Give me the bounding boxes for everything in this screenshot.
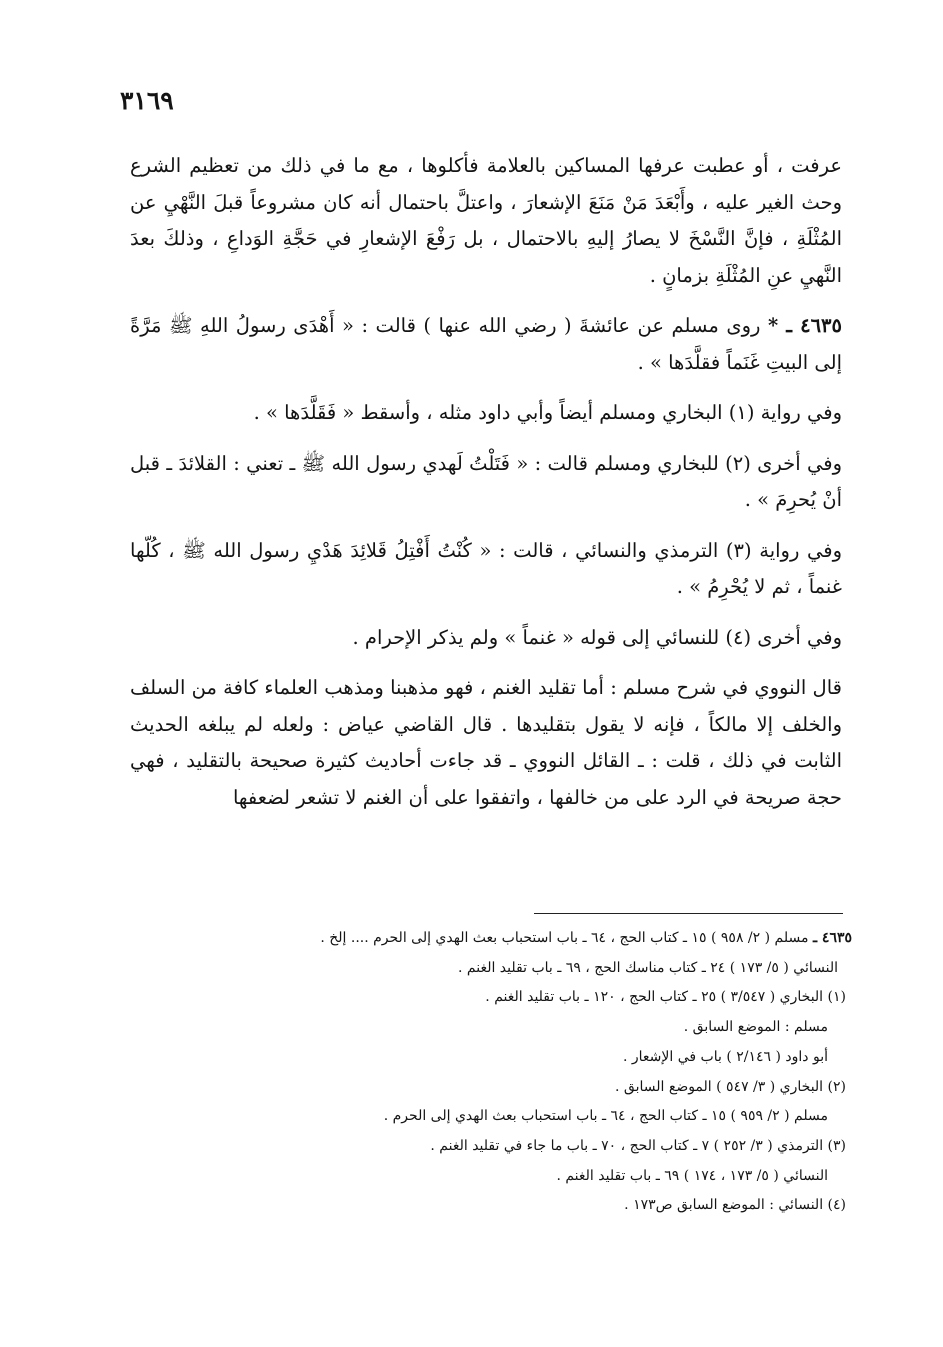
footnote-line: أبو داود ( ٢/١٤٦ ) باب في الإشعار . <box>622 1048 828 1065</box>
footnote-line: النسائي ( ٥/ ١٧٣ ، ١٧٤ ) ٦٩ ـ باب تقليد الغنم . <box>556 1167 828 1184</box>
commentary-paragraph: قال النووي في شرح مسلم : أما تقليد الغنم ، فهو مذهبنا ومذهب العلماء كافة من السلف والخلف إلا مالكاً ، فإنه لا يقول بتقليدها . قال القاضي عياض : ولعله لم يبلغه الحديث الثابت في ذلك ، قلت : ـ القائل النووي ـ قد جاءت أحاديث كثيرة صحيحة بالتقليد ، فهي حجة صريحة في الرد على من خالفها ، واتفقوا على أن الغنم لا تشعر لضعفها <box>130 676 842 809</box>
narration-2: وفي أخرى (٢) للبخاري ومسلم قالت : « فَتَلْتُ لَهدي رسول الله ﷺ ـ تعني : القلائدَ ـ قبل أنْ يُحرِمَ » . <box>130 451 842 511</box>
hadith-text: روى مسلم عن عائشةَ ( رضي الله عنها ) قالت : « أَهْدَى رسولُ اللهِ ﷺ مَرَّةً إلى البيتِ غَنَماً فقلَّدَها » . <box>130 314 842 374</box>
footnote-line: مسلم : الموضع السابق . <box>683 1019 828 1036</box>
footnote-divider <box>534 913 843 914</box>
footnote-line: (٣) الترمذي ( ٣/ ٢٥٢ ) ٧ ـ كتاب الحج ، ٧٠ ـ باب ما جاء في تقليد الغنم . <box>430 1137 846 1154</box>
footnote-line: (٤) النسائي : الموضع السابق ص١٧٣ . <box>624 1197 846 1214</box>
footnote-line: مسلم ( ٢/ ٩٥٩ ) ١٥ ـ كتاب الحج ، ٦٤ ـ باب استحباب بعث الهدي إلى الحرم . <box>383 1108 828 1125</box>
main-text <box>130 148 842 830</box>
page-number: ٣١٦٩ <box>120 86 174 115</box>
hadith-paragraph <box>130 308 842 381</box>
hadith-number: ٤٦٣٥ ـ * <box>767 314 842 337</box>
footnote-line: (١) البخاري ( ٣/٥٤٧ ) ٢٥ ـ كتاب الحج ، ١٢٠ ـ باب تقليد الغنم . <box>485 989 846 1006</box>
footnote-hadith-number: ٤٦٣٥ ـ <box>812 930 852 946</box>
footnote-line: النسائي ( ٥/ ١٧٣ ) ٢٤ ـ كتاب مناسك الحج ، ٦٩ ـ باب تقليد الغنم . <box>458 959 838 976</box>
footnotes <box>130 924 852 1221</box>
footnote-line: (٢) البخاري ( ٣/ ٥٤٧ ) الموضع السابق . <box>615 1078 846 1095</box>
narration-1: وفي رواية (١) البخاري ومسلم أيضاً وأبي داود مثله ، وأسقط « فَقَلَّدَها » . <box>253 401 842 424</box>
footnote-line: ٤٦٣٥ ـ مسلم ( ٢/ ٩٥٨ ) ١٥ ـ كتاب الحج ، ٦٤ ـ باب استحباب بعث الهدي إلى الحرم .... إلخ . <box>320 930 852 946</box>
narration-3: وفي رواية (٣) الترمذي والنسائي ، قالت : « كُنْتُ أَفْتِلُ قَلائِدَ هَدْيِ رسول الله ﷺ ، كُلّها غنماً ، ثم لا يُحْرِمُ » . <box>130 538 842 598</box>
narration-4: وفي أخرى (٤) للنسائي إلى قوله « غنماً » ولم يذكر الإحرام . <box>352 625 842 649</box>
paragraph-continuation: عرفت ، أو عطبت عرفها المساكين بالعلامة فأكلوها ، مع ما في ذلك من تعظيم الشرع وحث الغير عليه ، وأَبْعَدَ مَنْ مَنَعَ الإشعارَ ، واعتلَّ باحتمال أنه كان مشروعاً قبلَ النَّهْيِ عن المُثْلَةِ ، فإنَّ النَّسْخَ لا يصارُ إليهِ بالاحتمال ، بل رَفْعَ الإشعارِ في حَجَّةِ الوَداعِ ، وذلكَ بعدَ النَّهيِ عنِ المُثْلَةِ بزمانٍ . <box>130 154 842 287</box>
